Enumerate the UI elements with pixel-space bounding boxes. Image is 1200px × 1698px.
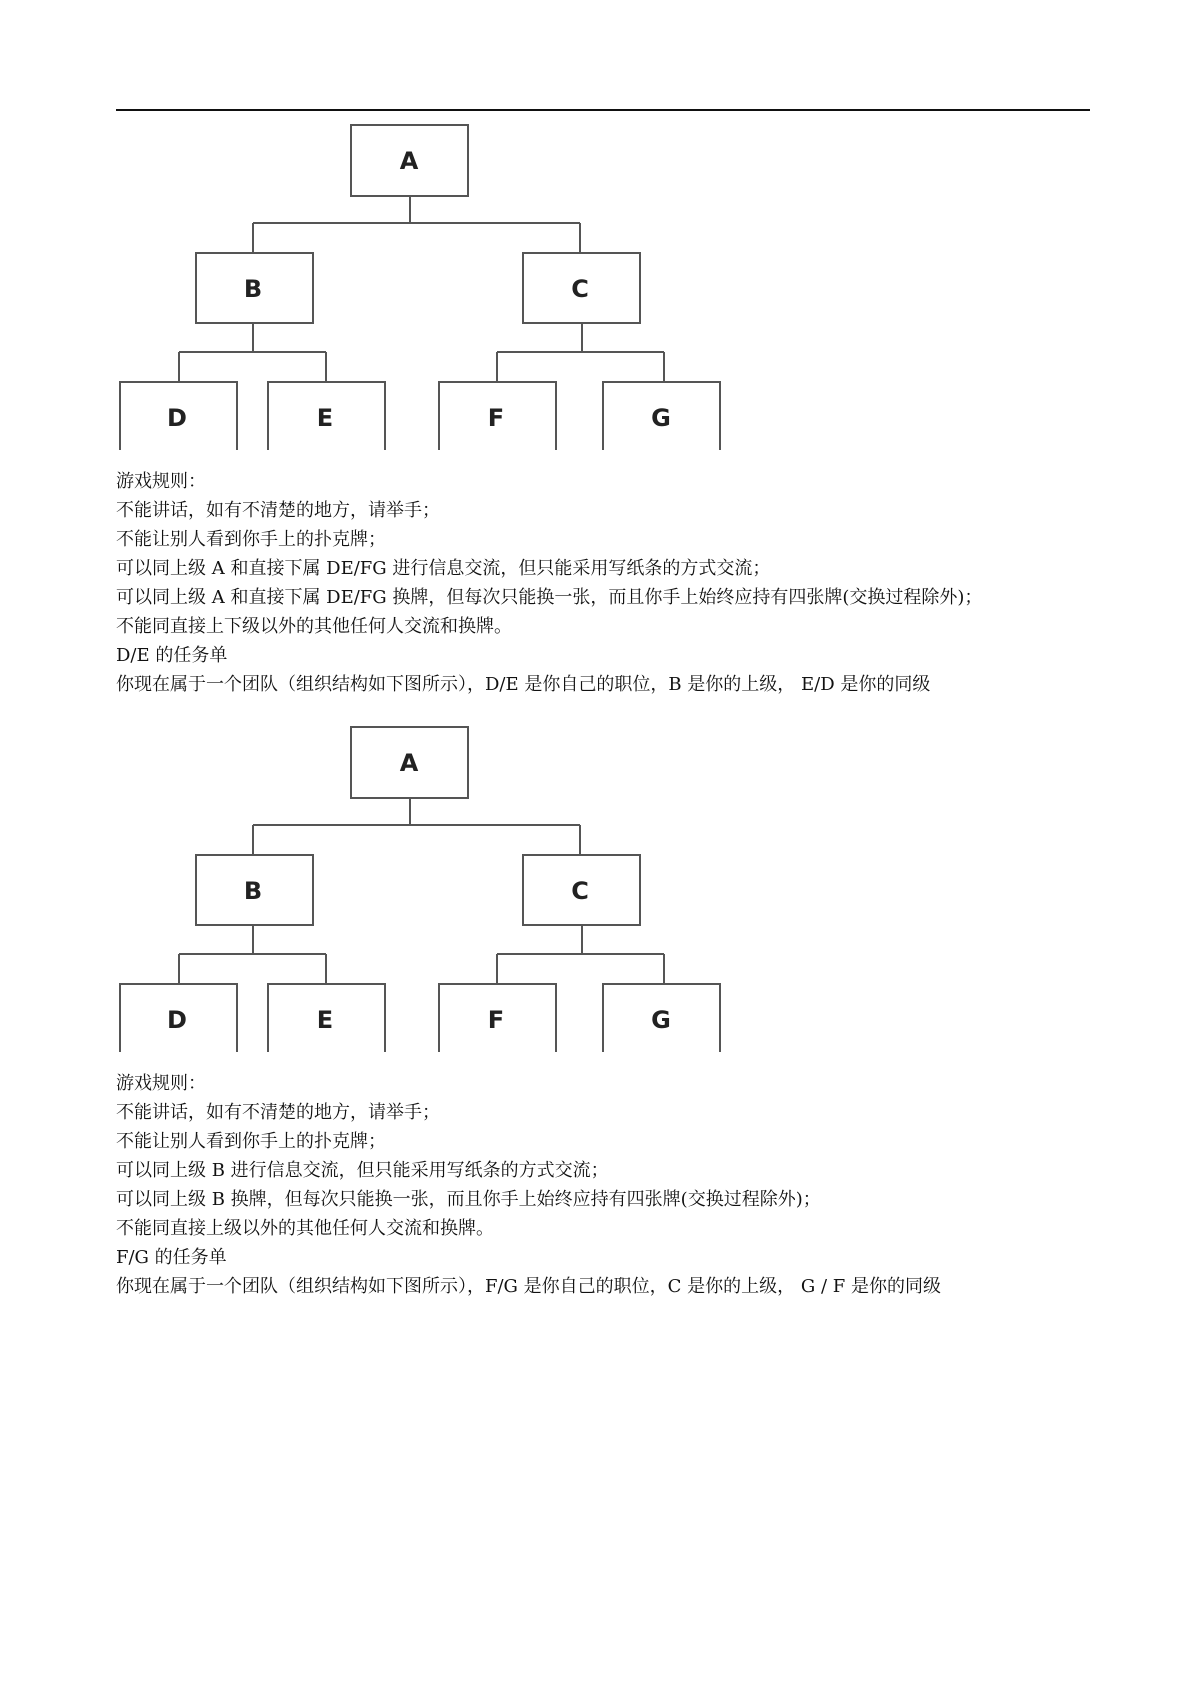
rule-item: 不能讲话，如有不清楚的地方，请举手； [116, 1102, 440, 1123]
rule-item: 不能让别人看到你手上的扑克牌； [116, 529, 386, 550]
node-f: F [487, 404, 505, 432]
node-e: E [316, 1006, 334, 1034]
org-chart-2-svg [0, 712, 760, 1052]
node-e: E [316, 404, 334, 432]
rule-item: 不能同直接上级以外的其他任何人交流和换牌。 [116, 1218, 494, 1239]
rule-item: 可以同上级 A 和直接下属 DE/FG 换牌，但每次只能换一张，而且你手上始终应持有四张牌(交换过程除外)； [116, 587, 983, 608]
node-g: G [651, 1006, 671, 1034]
rules-block-1 [116, 467, 1116, 699]
task-description: 你现在属于一个团队（组织结构如下图所示），D/E 是你自己的职位，B 是你的上级， E/D 是你的同级 [116, 674, 931, 695]
org-chart-1 [0, 110, 760, 450]
node-b: B [243, 275, 263, 303]
task-description: 你现在属于一个团队（组织结构如下图所示），F/G 是你自己的职位，C 是你的上级， G / F 是你的同级 [116, 1276, 941, 1297]
node-c: C [571, 275, 589, 303]
node-a: A [399, 147, 419, 175]
rule-item: 不能让别人看到你手上的扑克牌； [116, 1131, 386, 1152]
rule-item: 可以同上级 B 进行信息交流，但只能采用写纸条的方式交流； [116, 1160, 609, 1181]
node-g: G [651, 404, 671, 432]
rule-item: 不能同直接上下级以外的其他任何人交流和换牌。 [116, 616, 512, 637]
rules-block-2 [116, 1069, 1116, 1301]
task-title: F/G 的任务单 [116, 1247, 227, 1268]
task-title: D/E 的任务单 [116, 645, 228, 666]
node-f: F [487, 1006, 505, 1034]
node-d: D [167, 1006, 187, 1034]
node-b: B [243, 877, 263, 905]
rule-item: 可以同上级 B 换牌，但每次只能换一张，而且你手上始终应持有四张牌(交换过程除外)； [116, 1189, 821, 1210]
org-chart-2 [0, 712, 760, 1052]
rules-title: 游戏规则： [116, 471, 206, 492]
rule-item: 可以同上级 A 和直接下属 DE/FG 进行信息交流，但只能采用写纸条的方式交流； [116, 558, 771, 579]
rules-title: 游戏规则： [116, 1073, 206, 1094]
rule-item: 不能讲话，如有不清楚的地方，请举手； [116, 500, 440, 521]
node-d: D [167, 404, 187, 432]
node-a: A [399, 749, 419, 777]
org-chart-1-svg [0, 110, 760, 450]
node-c: C [571, 877, 589, 905]
